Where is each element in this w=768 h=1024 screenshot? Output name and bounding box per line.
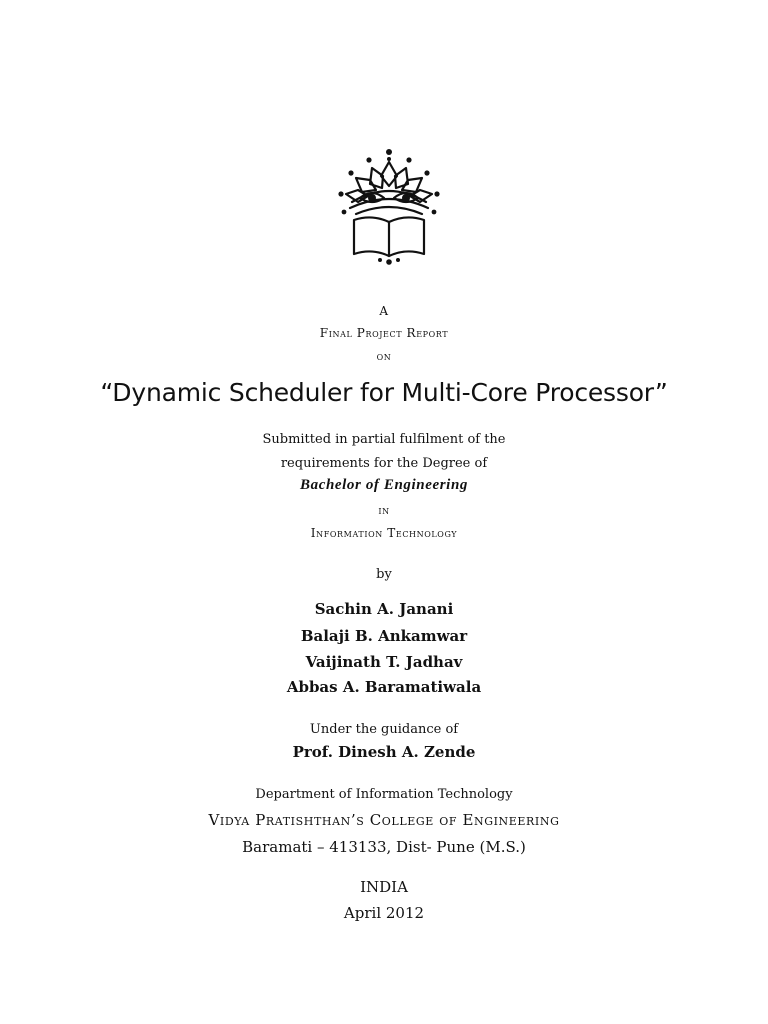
author-name: Balaji B. Ankamwar — [300, 627, 468, 645]
country: INDIA — [360, 878, 408, 896]
report-prefix: A — [379, 304, 389, 318]
guide-name: Prof. Dinesh A. Zende — [292, 743, 476, 761]
author-name: Abbas A. Baramatiwala — [286, 678, 482, 696]
report-title: “Dynamic Scheduler for Multi-Core Processor” — [100, 378, 668, 407]
guidance-label: Under the guidance of — [309, 722, 459, 737]
department-name: Department of Information Technology — [255, 787, 513, 802]
college-emblem-icon — [336, 146, 442, 268]
branch-name: Information Technology — [310, 526, 458, 540]
submitted-line-2: requirements for the Degree of — [280, 456, 488, 471]
by-label: by — [376, 567, 392, 582]
degree-name: Bachelor of Engineering — [300, 477, 468, 493]
college-address: Baramati – 413133, Dist- Pune (M.S.) — [242, 838, 526, 856]
report-on: on — [376, 349, 392, 363]
report-type: Final Project Report — [319, 326, 449, 340]
degree-in: in — [378, 503, 390, 517]
author-name: Sachin A. Janani — [314, 600, 454, 618]
college-name: Vidya Pratishthan’s College of Engineering — [208, 811, 560, 829]
submitted-line-1: Submitted in partial fulfilment of the — [262, 432, 506, 447]
author-name: Vaijinath T. Jadhav — [305, 653, 463, 671]
report-date: April 2012 — [343, 904, 425, 922]
